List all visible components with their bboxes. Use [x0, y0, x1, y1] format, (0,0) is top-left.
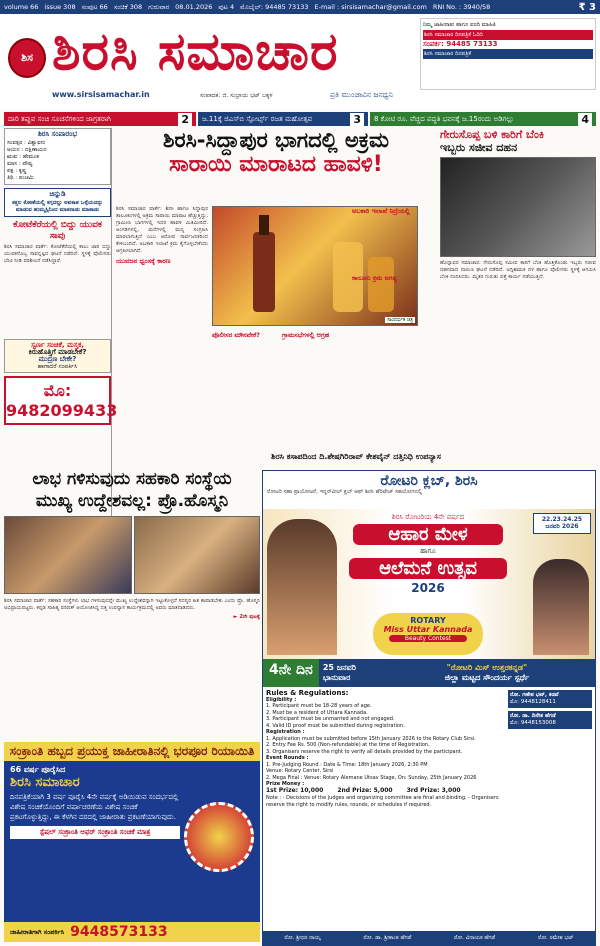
- round-item: Venue: Rotary Center, Sirsi: [266, 768, 334, 774]
- contest-kn-2: ಜಿಲ್ಲಾ ಮಟ್ಟದ ಸೌಂದರ್ಯ ಸ್ಪರ್ಧೆ: [444, 673, 530, 682]
- story2-body: [4, 598, 260, 738]
- panchanga-line: ತಿಥಿ : ಪಂಚಮಿ: [7, 175, 34, 181]
- issue-date: 08.01.2026: [175, 3, 213, 11]
- rules-text: [266, 690, 508, 808]
- top-info-bar: [0, 0, 600, 14]
- prize-row: [266, 788, 508, 795]
- rotary-year: 2026: [411, 581, 445, 595]
- story2-continued[interactable]: ► 2ನೇ ಪುಟಕ್ಕೆ: [233, 614, 260, 620]
- contest-sub: Beauty Contest: [389, 635, 467, 642]
- chinnudi-title: ಚಿನ್ನುಡಿ: [49, 190, 66, 198]
- story2-head-1: ಲಾಭ ಗಳಿಸುವುದು ಸಹಕಾರಿ ಸಂಸ್ಥೆಯ: [32, 469, 232, 489]
- newspaper-title: ಶಿರಸಿ ಸಮಾಚಾರ: [52, 22, 339, 82]
- prize-1: 1st Prize: 10,000: [266, 786, 324, 794]
- masthead-ad-box: [420, 18, 596, 90]
- ad-phone: ಸಂಪರ್ಕ: 94485 73133: [423, 40, 498, 48]
- prize-3: 3rd Prize: 3,000: [406, 786, 461, 794]
- sankranti-offer: ಸ್ಪೆಷಲ್ ಸಂಕ್ರಾಂತಿ ಆಫರ್ ಸಂಕ್ರಾಂತಿ ಸಂಚಿಕೆ ಮಾತ್ರ: [10, 826, 180, 839]
- promo-phone[interactable]: ಮೊ: 9482099433: [4, 376, 111, 425]
- sankranti-line-3: ದಿನಪತ್ರಿಕೆಯಾಗಿ 3 ವರ್ಷ ಪೂರೈಸಿ 4ನೇ ವರ್ಷಕ್ಕೆ ಅಡಿಯಿಡುವ ಸಂದರ್ಭದಲ್ಲಿ ವಿಶೇಷ ಸಂಚಿಕೆಯೊಂದಿಗೆ ವರ್ಷಾಚರಣೆಯ ವಿಶೇಷ ಸಂಚಿಕೆ ಪ್ರಕಟಗೊಳ್ಳುತ್ತಿದ್ದು, ಈ ಕೆಳಗಿನ ದರದಲ್ಲಿ ಜಾಹೀರಾತು ಪ್ರಕಟಣೆಯಾಗುವುದು.: [10, 793, 179, 821]
- contest-kn-box: [379, 663, 595, 683]
- left-story-body: ಶಿರಸಿ ಸಮಾಚಾರ ವಾರ್ತೆ: ಕೋಟೆಕೆರೆಯಲ್ಲಿ ಕಾಲು ಜಾರಿ ಬಿದ್ದು ಯುವಕನೊಬ್ಬ ಸಾವನ್ನಪ್ಪಿದ ಘಟನೆ ನಡೆದಿದೆ. ಸ್ಥಳಕ್ಕೆ ಪೊಲೀಸರು ಭೇಟಿ ನೀಡಿ ಪರಿಶೀಲನೆ ನಡೆಸಿದ್ದಾರೆ.: [4, 244, 111, 264]
- lead-subhead-1: ಯುವಜನ ಧ್ವಂಸಕ್ಕೆ ಕಾರಣ: [116, 257, 171, 265]
- story2-kicker: ಶಿರಸಿ ಕಸಾಪದಿಂದ ದಿ.ಶೇಷಗಿರಿರಾವ್ ಕೇಶವೈನ್ ದತ್ತಿನಿಧಿ ಉಪನ್ಯಾಸ: [271, 452, 441, 461]
- panchanga-line: ಆಯನ : ದಕ್ಷಿಣಾಯನ: [7, 147, 47, 153]
- footer-contact: ರೋ. ಶ್ರೀಧರ ನಾಯ್ಕ: [284, 934, 321, 941]
- ad-line-3: ಶಿರಸಿ ಸಮಾಚಾರ ದಿನಪತ್ರಿಕೆ: [423, 49, 593, 59]
- rotary-event-box: [343, 513, 513, 595]
- story2-headline: [4, 468, 260, 512]
- lead-subhead-2: ಪೊಲೀಸರ ಮೌನವೇಕೆ?: [212, 331, 260, 339]
- editor-line: ಸಂಪಾದಕ: ಜಿ. ಸುಬ್ರಾಯ ಭಟ್ ಬಕ್ಕಳ: [200, 92, 273, 99]
- rotary-dates: 22.23.24.25 ಜನವರಿ 2026: [533, 513, 591, 534]
- ad-line-2: ಶಿರಸಿ ಸಮಾಚಾರ ದಿನಪತ್ರಿಕೆ ಓದಿರಿ: [423, 30, 593, 40]
- issue: issue 308: [44, 3, 76, 11]
- contest-brand: ROTARY: [410, 616, 446, 625]
- registration-title: Registration :: [266, 729, 305, 735]
- contact-name: ರೋ. ಗಣೇಶ ಭಟ್, ಕಡವೆ: [510, 692, 559, 698]
- promo-line-3: ಮುದ್ರಣ ಬೇಕೇ?: [38, 355, 77, 363]
- right-story-head-1: ಗೇರುಸೊಪ್ಪ ಬಳಿ ಕಾರಿಗೆ ಬೆಂಕಿ: [440, 128, 545, 141]
- date-day: 25 ಜನವರಿ ಭಾನುವಾರ: [322, 663, 356, 682]
- contacts-col: [508, 690, 592, 808]
- reg-rule-item: 3. Organisers reserve the right to verify all details provided by the participant.: [266, 748, 463, 755]
- mobile: ಮೊಬೈಲ್: 94485 73133: [240, 2, 309, 11]
- contact-phone[interactable]: ಮೊ: 9448128411: [510, 699, 556, 705]
- strip-3[interactable]: [370, 112, 596, 126]
- logo-seal: [8, 38, 46, 78]
- sankranti-contact-label: ಜಾಹೀರಾತಿಗಾಗಿ ಸಂಪರ್ಕಿಸಿ: [10, 927, 65, 936]
- rule-item: 4. Valid ID proof must be submitted during registration.: [266, 722, 405, 729]
- lead-headline-line-1: ಶಿರಸಿ-ಸಿದ್ದಾಪುರ ಭಾಗದಲ್ಲಿ ಅಕ್ರಮ: [162, 128, 390, 152]
- page-count: ಪುಟ 4: [218, 2, 235, 11]
- contest-badge: [373, 613, 483, 655]
- rotary-event-main: ಆಹಾರ ಮೇಳ: [353, 524, 503, 545]
- footer-contact: ರೋ. ರಮೇಶ ಭಟ್: [537, 934, 574, 941]
- ad-line-1: ನಿಮ್ಮ ಜಾಹೀರಾತು ಹಾಗೂ ವರದಿ ಮಾಹಿತಿ: [423, 22, 496, 28]
- model-right-photo: [533, 559, 589, 655]
- sankranti-decor-icon: [184, 802, 254, 872]
- rni: RNI No. : 3940/58: [432, 3, 491, 11]
- sankranti-phone[interactable]: 9448573133: [70, 924, 168, 940]
- right-story-body: ಹೊನ್ನಾವರ ಸಮಾಚಾರ: ಗೇರುಸೊಪ್ಪ ಸಮೀಪ ಕಾರಿಗೆ ಬೆಂಕಿ ಹೊತ್ತಿಕೊಂಡು ಇಬ್ಬರು ಸಜೀವ ದಹನವಾದ ದಾರುಣ ಘಟನೆ ನಡೆದಿದೆ. ಅಗ್ನಿಶಾಮಕ ದಳ ಹಾಗೂ ಪೊಲೀಸರು ಸ್ಥಳಕ್ಕೆ ಆಗಮಿಸಿ ಬೆಂಕಿ ನಂದಿಸಿದರು. ಮೃತರ ಗುರುತು ಪತ್ತೆ ಕಾರ್ಯ ನಡೆಯುತ್ತಿದೆ.: [440, 260, 596, 280]
- sankranti-banner: ಸಂಕ್ರಾಂತಿ ಹಬ್ಬದ ಪ್ರಯುಕ್ತ ಜಾಹೀರಾತಿನಲ್ಲಿ ಭರಪೂರ ರಿಯಾಯಿತಿ: [4, 742, 260, 761]
- lead-photo-caption: ಸಾಂದರ್ಭಿಕ ಚಿತ್ರ: [387, 317, 413, 323]
- print-promo: [4, 339, 111, 373]
- rules-note: Note : - Decisions of the judges and organizing committee are final and binding. - Organisers reserve the right to modify rules, rounds, or schedules if required.: [266, 795, 499, 808]
- rotary-footer: [263, 931, 595, 945]
- day-label: 4ನೇ ದಿನ: [263, 659, 319, 687]
- round-item: 1. Pre-Judging Round : Date & Time: 18th January 2026, 2:30 PM: [266, 761, 428, 768]
- story2-photo-2: [134, 516, 260, 594]
- rule-item: 1. Participant must be 18-28 years of age.: [266, 703, 372, 709]
- sankranti-line-2: ಶಿರಸಿ ಸಮಾಚಾರ: [10, 775, 80, 790]
- tagline: ಪ್ರತಿ ಮುಂಜಾವಿನ ಜನಧ್ವನಿ: [330, 90, 393, 99]
- email[interactable]: E-mail : sirsisamachar@gmail.com: [314, 3, 427, 11]
- panchanga-line: ಋತು : ಹೇಮಂತ: [7, 154, 40, 160]
- sankranti-line-1: 66 ವರ್ಷ ಪೂರೈಸಿದ: [10, 765, 66, 774]
- sankranti-contact-bar: [4, 922, 260, 942]
- sankranti-ad: [4, 742, 260, 942]
- round-item: 2. Mega Final : Venue: Rotary Alemane Utsav Stage, On: Sunday, 25th January 2026: [266, 774, 477, 781]
- rule-item: 2. Must be a resident of Uttara Kannada.: [266, 709, 368, 716]
- panchanga-panel: [4, 128, 111, 185]
- rotary-event-area: [263, 509, 595, 659]
- contact-name: ರೋ. ಡಾ. ದಿನೇಶ ಹೆಗಡೆ: [510, 713, 556, 719]
- rotary-title: ರೋಟರಿ ಕ್ಲಬ್, ಶಿರಸಿ: [380, 473, 478, 489]
- website-link[interactable]: www.sirsisamachar.in: [52, 90, 150, 99]
- panchanga-line: ಪಕ್ಷ : ಕೃಷ್ಣ: [7, 168, 27, 174]
- model-left-photo: [267, 519, 337, 655]
- rotary-event-top: ಶಿರಸಿ ರೋಟರಿಯ 4ನೇ ವರ್ಷದ: [391, 513, 465, 521]
- rotary-header: [263, 471, 595, 509]
- logo-seal-text: ಶಿಸ: [21, 51, 33, 64]
- lead-subhead-5: ಕಾನೂನು ಕ್ರಮ ಅಗತ್ಯ: [352, 274, 397, 282]
- left-story: [4, 220, 111, 336]
- strip-2-text: ಜ.11ಕ್ಕೆ ಜಿಎಸ್‌ಬಿ ಸ್ಪೋರ್ಟ್ಸ್ ರಜತ ಮಹೋತ್ಸವ: [202, 114, 313, 123]
- contest-kn: "ರೋಟರಿ ಮಿಸ್ ಉತ್ತರಕನ್ನಡ": [446, 663, 528, 672]
- strip-3-page: 4: [578, 113, 592, 126]
- strip-3-text: 8 ಕೋಟಿ ರೂ. ವೆಚ್ಚದ ಪದ್ಧತಿ ಭವನಕ್ಕೆ ಜ.15ರಂದು ಅಡಿಗಲ್ಲು: [374, 114, 515, 123]
- car-fire-photo: [440, 157, 596, 257]
- footer-contact: ರೋ. ವಿನಾಯಕ ಹೆಗಡೆ: [454, 934, 496, 941]
- contact-card: [508, 690, 592, 708]
- left-story-title: ಕೋಟೆಕೆರೆಯಲ್ಲಿ ಬಿದ್ದು ಯುವಕ ಸಾವು: [13, 220, 102, 241]
- prize-title: Prize Money :: [266, 781, 305, 787]
- lead-headline: [116, 128, 436, 178]
- contact-card: [508, 711, 592, 729]
- strip-1-page: 2: [178, 113, 192, 126]
- rules-area: [263, 687, 595, 811]
- reg-rule-item: 2. Entry Fee Rs. 500 (Non-refundable) at the time of Registration.: [266, 742, 430, 748]
- event-rounds-title: Event Rounds :: [266, 755, 309, 761]
- panchanga-line: ಸಂವತ್ಸರ : ವಿಶ್ವಾವಸು: [7, 140, 46, 146]
- promo-line-4: ಹಾಗಾದರೆ ಸಂಪರ್ಕಿಸಿ: [37, 363, 78, 370]
- chinnudi-text: ಕತ್ತಲ ಕೋಣೆಯಲ್ಲಿ ಕಗ್ಗದಲ್ಲು ಅವಕಾಶ ಒಳ್ಳೆಯದನ್ನು ಮಾಡುವ ಹುಮ್ಮಸ್ಸಿನಿಂದ ಮಾತನಾಡು ಮಾತಾಡು: [12, 200, 103, 213]
- contest-day-bar: [263, 659, 595, 687]
- lead-body-col-4: [352, 206, 438, 448]
- strip-2[interactable]: [198, 112, 368, 126]
- price: ₹ 3: [578, 1, 596, 13]
- eligibility-title: Eligibility :: [266, 696, 297, 703]
- story2-head-2: ಮುಖ್ಯ ಉದ್ದೇಶವಲ್ಲ: ಪ್ರೊ.ಹೊಸ್ಮನಿ: [35, 491, 229, 511]
- lead-body-col-2: [212, 330, 278, 448]
- lead-subhead-4: ಅಬಕಾರಿ ಇಲಾಖೆ ನಿದ್ರೆಯಲ್ಲಿ: [352, 207, 410, 215]
- volume: volume 66: [4, 3, 39, 11]
- rules-title: Rules & Regulations:: [266, 689, 349, 697]
- lead-body-col-3: [282, 330, 348, 448]
- story2-body-text: ಶಿರಸಿ ಸಮಾಚಾರ ವಾರ್ತೆ: ಸಹಕಾರಿ ಸಂಸ್ಥೆಗಳು ಲಾಭ ಗಳಿಸುವುದನ್ನೇ ಮುಖ್ಯ ಉದ್ದೇಶವನ್ನಾಗಿ ಇಟ್ಟುಕೊಳ್ಳದೆ ಸದಸ್ಯರ ಹಿತ ಕಾಪಾಡಬೇಕು ಎಂದು ಪ್ರೊ. ಹೊಸ್ಮನಿ ಅಭಿಪ್ರಾಯಪಟ್ಟರು. ಕನ್ನಡ ಸಾಹಿತ್ಯ ಪರಿಷತ್ ಆಯೋಜಿಸಿದ್ದ ದತ್ತಿ ಉಪನ್ಯಾಸ ಕಾರ್ಯಕ್ರಮದಲ್ಲಿ ಅವರು ಮಾತನಾಡಿದರು.: [4, 598, 260, 611]
- sanchike: ಸಂಚಿಕೆ 308: [113, 2, 143, 11]
- rotary-event-main2: ಆಲೆಮನೆ ಉತ್ಸವ: [349, 558, 507, 579]
- weekday: ಗುರುವಾರ: [148, 2, 170, 11]
- lead-subhead-3: ಗ್ರಾಮಸಭೆಗಳಲ್ಲಿ ಆಗ್ರಹ: [282, 331, 330, 339]
- lead-headline-line-2: ಸಾರಾಯಿ ಮಾರಾಟದ ಹಾವಳಿ!: [169, 152, 383, 177]
- rotary-ad: [262, 470, 596, 946]
- lead-body: ಶಿರಸಿ ಸಮಾಚಾರ ವಾರ್ತೆ: ಶಿರಸಿ ಹಾಗೂ ಸಿದ್ದಾಪುರ ತಾಲೂಕುಗಳಲ್ಲಿ ಅಕ್ರಮ ಸಾರಾಯಿ ಮಾರಾಟ ಹೆಚ್ಚುತ್ತಿದ್ದು, ಗ್ರಾಮೀಣ ಭಾಗಗಳಲ್ಲಿ ಇದರ ಹಾವಳಿ ಮಿತಿಮೀರಿದೆ. ಅಂಗಡಿಗಳಲ್ಲಿ, ಮನೆಗಳಲ್ಲಿ ಮದ್ಯ ಸಂಗ್ರಹಿಸಿ ಮಾರಲಾಗುತ್ತಿದೆ ಎಂಬ ಆರೋಪ ಸಾರ್ವಜನಿಕರಿಂದ ಕೇಳಿಬಂದಿದೆ. ಅಬಕಾರಿ ಇಲಾಖೆ ಕ್ರಮ ಕೈಗೊಳ್ಳಬೇಕೆಂದು ಆಗ್ರಹಿಸಲಾಗಿದೆ.: [116, 206, 208, 254]
- strip-2-page: 3: [350, 113, 364, 126]
- story2-photo-1: [4, 516, 132, 594]
- contest-name: Miss Uttar Kannada: [383, 625, 473, 634]
- prize-2: 2nd Prize: 5,000: [337, 786, 393, 794]
- panchanga-title: ಶಿರಸಿ ಸಂಪಾರಂಭ: [37, 130, 78, 138]
- strip-1[interactable]: [4, 112, 196, 126]
- rule-item: 3. Participant must be unmarried and not engaged.: [266, 716, 395, 722]
- promo-line-2: ಕಿರುಹೊತ್ತಿಗೆ ಮಾಡಬೇಕೆ?: [28, 348, 87, 356]
- reg-rule-item: 1. Application must be submitted before 15th January 2026 to the Rotary Club Sirsi.: [266, 735, 476, 742]
- panchanga-line: ಮಾಸ : ಪೌಷ್ಯ: [7, 161, 33, 167]
- lead-body-col-1: [116, 206, 208, 448]
- footer-contact: ರೋ. ಡಾ. ಶ್ರೀಕಾಂತ ಹೆಗಡೆ: [363, 934, 412, 941]
- rotary-event-and: ಹಾಗೂ: [420, 547, 436, 555]
- contact-phone[interactable]: ಮೊ: 9448153008: [510, 720, 556, 726]
- rotary-subtitle: ರೋಟರಿ ಸಹಾ ಪ್ರಾಯೋಜನೆ, ಇನ್ನರ್‌ವೀಲ್ ಕ್ಲಬ್ ಆಫ್ ಶಿರಸಿ ಹೆರಿಟೇಜ್ ಸಹಯೋಗದಲ್ಲಿ: [267, 489, 423, 495]
- promo-line-1: ಸ್ವರ್ಣ ಸಂಚಿಕೆ, ಮಸ್ತಕ,: [31, 341, 84, 349]
- right-story: [440, 128, 596, 460]
- chinnudi-panel: [4, 188, 111, 217]
- strip-1-text: ದಾರಿ ತಪ್ಪುವ ಸಂಚಿ ಸೂಚನೆಗಳಿಂದ ಜಾಗ್ರತರಾಗಿ: [8, 114, 111, 123]
- samputa: ಸಂಪುಟ 66: [81, 2, 108, 11]
- right-story-head-2: ಇಬ್ಬರು ಸಜೀವ ದಹನ: [440, 141, 518, 154]
